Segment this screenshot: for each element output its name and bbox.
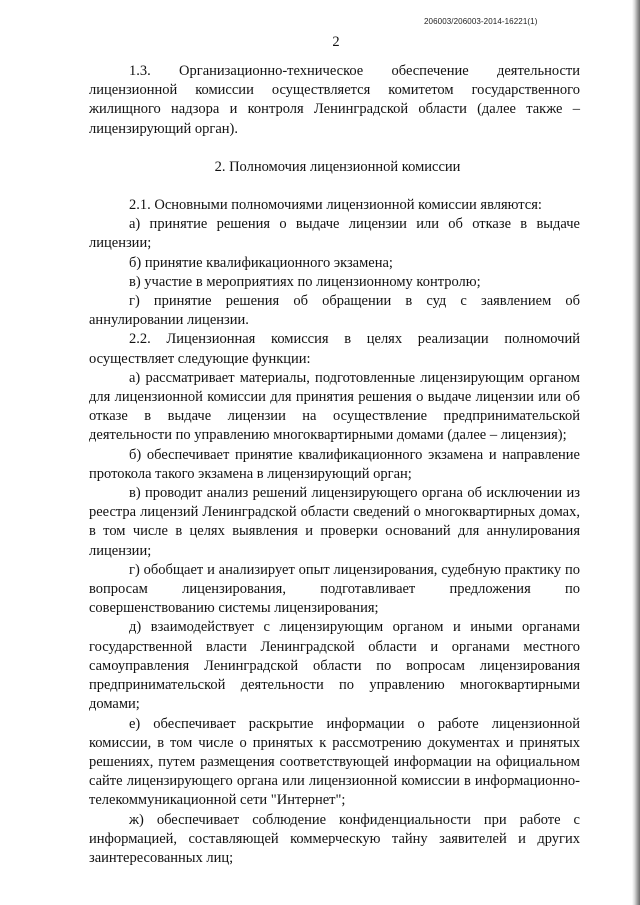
list-item-2-2-zh: ж) обеспечивает соблюдение конфиденциальности при работе с информацией, составляющей коммерческую тайну заявителей и других заинтересованных лиц;: [89, 811, 580, 866]
list-item-2-1-v: в) участие в мероприятиях по лицензионному контролю;: [129, 273, 481, 290]
list-item-2-2-g: г) обобщает и анализирует опыт лицензирования, судебную практику по вопросам лицензирования, подготавливает предложения по совершенствованию системы лицензирования;: [89, 561, 580, 617]
list-item-2-2-b: б) обеспечивает принятие квалификационного экзамена и направление протокола такого экзамена в лицензирующий орган;: [89, 446, 580, 482]
list-item-2-2-d: д) взаимодействует с лицензирующим органом и иными органами государственной власти Ленинградской области и органами местного самоуправления Ленинградской области по вопросам лицензирования предпринимательской деятельности по управлению многоквартирными домами;: [89, 619, 580, 713]
paragraph-2-2: 2.2. Лицензионная комиссия в целях реализации полномочий осуществляет следующие функции:: [89, 331, 580, 367]
list-item-2-1-g: г) принятие решения об обращении в суд с заявлением об аннулировании лицензии.: [89, 293, 580, 329]
list-item-2-2-v: в) проводит анализ решений лицензирующего органа об исключении из реестра лицензий Ленинградской области сведений о многоквартирных домах, в том числе в целях выявления и проверки оснований для аннулирования лицензии;: [89, 485, 580, 559]
paragraph-2-1: 2.1. Основными полномочиями лицензионной комиссии являются:: [129, 197, 542, 214]
page-number: 2: [332, 34, 340, 50]
document-body: [89, 62, 580, 868]
list-item-2-2-a: а) рассматривает материалы, подготовленные лицензирующим органом для лицензионной комиссии для принятия решения о выдаче лицензии или об отказе в выдаче лицензии на осуществление предпринимательской деятельности по управлению многоквартирными домами (далее – лицензия);: [89, 369, 580, 444]
scan-edge-shadow: [632, 0, 640, 905]
list-item-2-1-a: а) принятие решения о выдаче лицензии или об отказе в выдаче лицензии;: [89, 216, 580, 252]
list-item-2-2-e: е) обеспечивает раскрытие информации о работе лицензионной комиссии, в том числе о принятых к рассмотрению документах и принятых решениях, путем размещения соответствующей информации на официальном сайте лицензирующего органа или лицензионной комиссии в информационно-телекоммуникационной сети "Интернет";: [89, 715, 580, 809]
list-item-2-1-b: б) принятие квалификационного экзамена;: [129, 254, 393, 271]
document-id: 206003/206003-2014-16221(1): [424, 17, 538, 26]
paragraph-1-3: 1.3. Организационно-техническое обеспечение деятельности лицензионной комиссии осуществляется комитетом государственного жилищного надзора и контроля Ленинградской области (далее также – лицензирующий орган).: [89, 63, 580, 137]
section-heading: 2. Полномочия лицензионной комиссии: [214, 158, 461, 175]
